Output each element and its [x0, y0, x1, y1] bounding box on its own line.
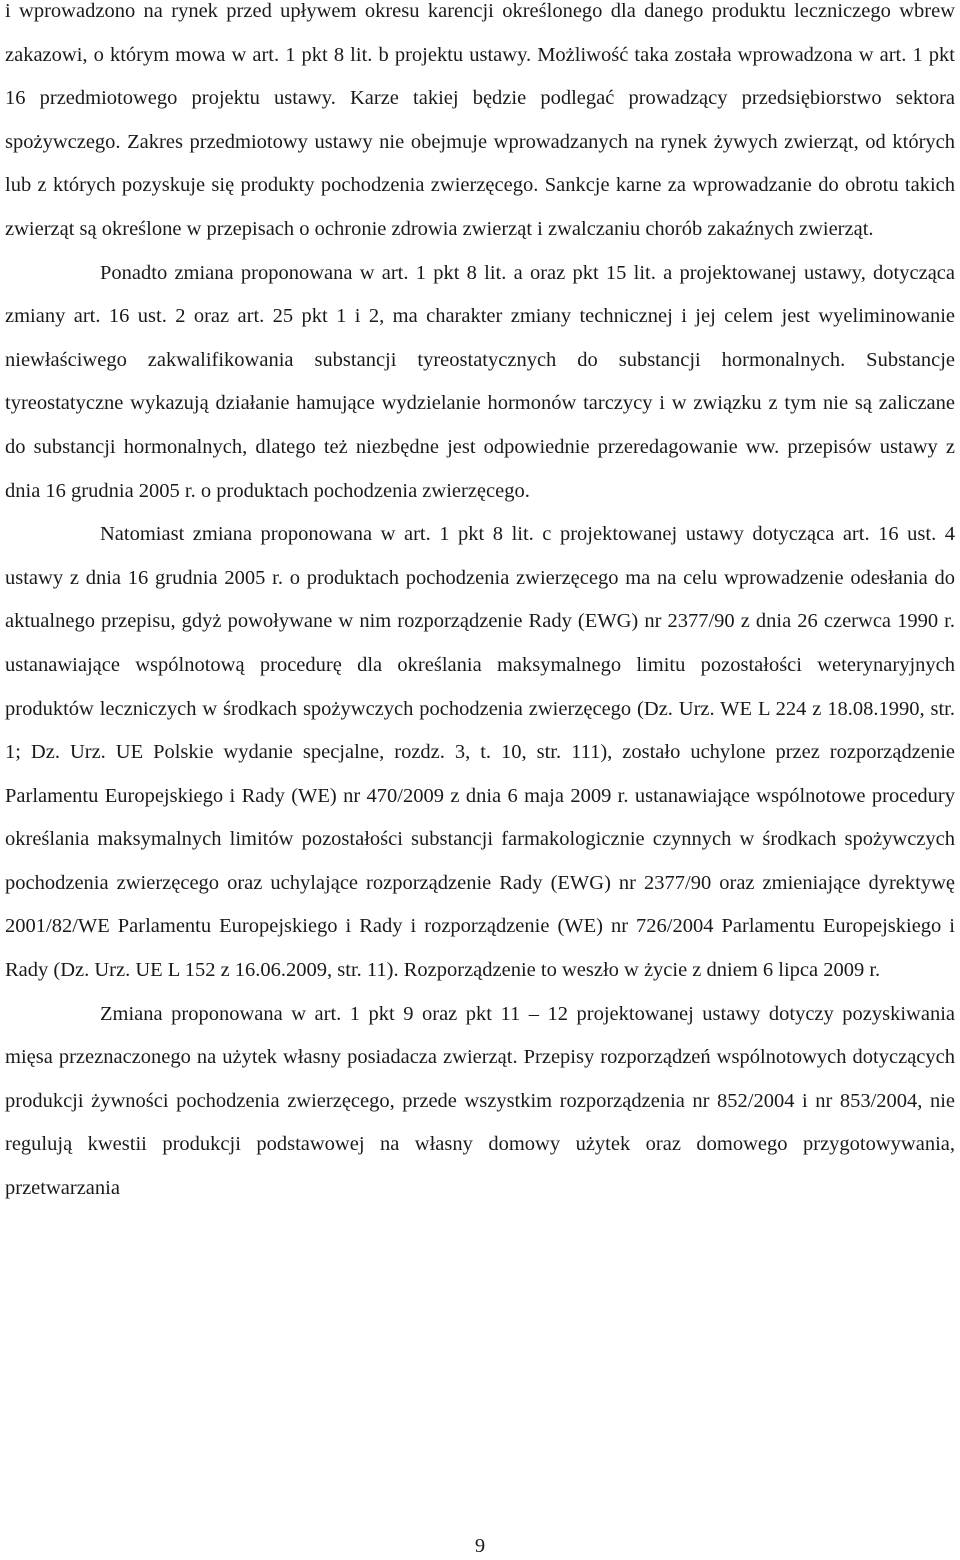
paragraph-rozporzadzenie: Natomiast zmiana proponowana w art. 1 pkt 8 lit. c projektowanej ustawy dotycząca art. 16 ust. 4 ustawy z dnia 16 grudnia 2005 r. o produktach pochodzenia zwierzęcego ma na celu wprowadzenie odesłania do aktualnego przepisu, gdyż powoływane w nim rozporządzenie Rady (EWG) nr 2377/90 z dnia 26 czerwca 1990 r. ustanawiające wspólnotową procedurę dla określania maksymalnego limitu pozostałości weterynaryjnych produktów leczniczych w środkach spożywczych pochodzenia zwierzęcego (Dz. Urz. WE L 224 z 18.08.1990, str. 1; Dz. Urz. UE Polskie wydanie specjalne, rozdz. 3, t. 10, str. 111), zostało uchylone przez rozporządzenie Parlamentu Europejskiego i Rady (WE) nr 470/2009 z dnia 6 maja 2009 r. ustanawiające wspólnotowe procedury określania maksymalnych limitów pozostałości substancji farmakologicznie czynnych w środkach spożywczych pochodzenia zwierzęcego oraz uchylające rozporządzenie Rady (EWG) nr 2377/90 oraz zmieniające dyrektywę 2001/82/WE Parlamentu Europejskiego i Rady i rozporządzenie (WE) nr 726/2004 Parlamentu Europejskiego i Rady (Dz. Urz. UE L 152 z 16.06.2009, str. 11). Rozporządzenie to weszło w życie z dniem 6 lipca 2009 r.	[5, 523, 955, 982]
paragraph-tyreostatyczne: Ponadto zmiana proponowana w art. 1 pkt 8 lit. a oraz pkt 15 lit. a projektowanej ustawy, dotycząca zmiany art. 16 ust. 2 oraz art. 25 pkt 1 i 2, ma charakter zmiany technicznej i jej celem jest wyeliminowanie niewłaściwego zakwalifikowania substancji tyreostatycznych do substancji hormonalnych. Substancje tyreostatyczne wykazują działanie hamujące wydzielanie hormonów tarczycy i w związku z tym nie są zaliczane do substancji hormonalnych, dlatego też niezbędne jest odpowiednie przeredagowanie ww. przepisów ustawy z dnia 16 grudnia 2005 r. o produktach pochodzenia zwierzęcego.	[5, 261, 955, 502]
paragraph-karencja: i wprowadzono na rynek przed upływem okresu karencji określonego dla danego produktu leczniczego wbrew zakazowi, o którym mowa w art. 1 pkt 8 lit. b projektu ustawy. Możliwość taka została wprowadzona w art. 1 pkt 16 przedmiotowego projektu ustawy. Karze takiej będzie podlegać prowadzący przedsiębiorstwo sektora spożywczego. Zakres przedmiotowy ustawy nie obejmuje wprowadzanych na rynek żywych zwierząt, od których lub z których pozyskuje się produkty pochodzenia zwierzęcego. Sankcje karne za wprowadzanie do obrotu takich zwierząt są określone w przepisach o ochronie zdrowia zwierząt i zwalczaniu chorób zakaźnych zwierząt.	[5, 0, 955, 240]
paragraph-uzytek-wlasny: Zmiana proponowana w art. 1 pkt 9 oraz pkt 11 – 12 projektowanej ustawy dotyczy pozyskiwania mięsa przeznaczonego na użytek własny posiadacza zwierząt. Przepisy rozporządzeń wspólnotowych dotyczących produkcji żywności pochodzenia zwierzęcego, przede wszystkim rozporządzenia nr 852/2004 i nr 853/2004, nie regulują kwestii produkcji podstawowej na własny domowy użytek oraz domowego przygotowywania, przetwarzania	[5, 1002, 955, 1200]
page-number: 9	[474, 1535, 486, 1557]
document-page	[5, 0, 955, 1211]
